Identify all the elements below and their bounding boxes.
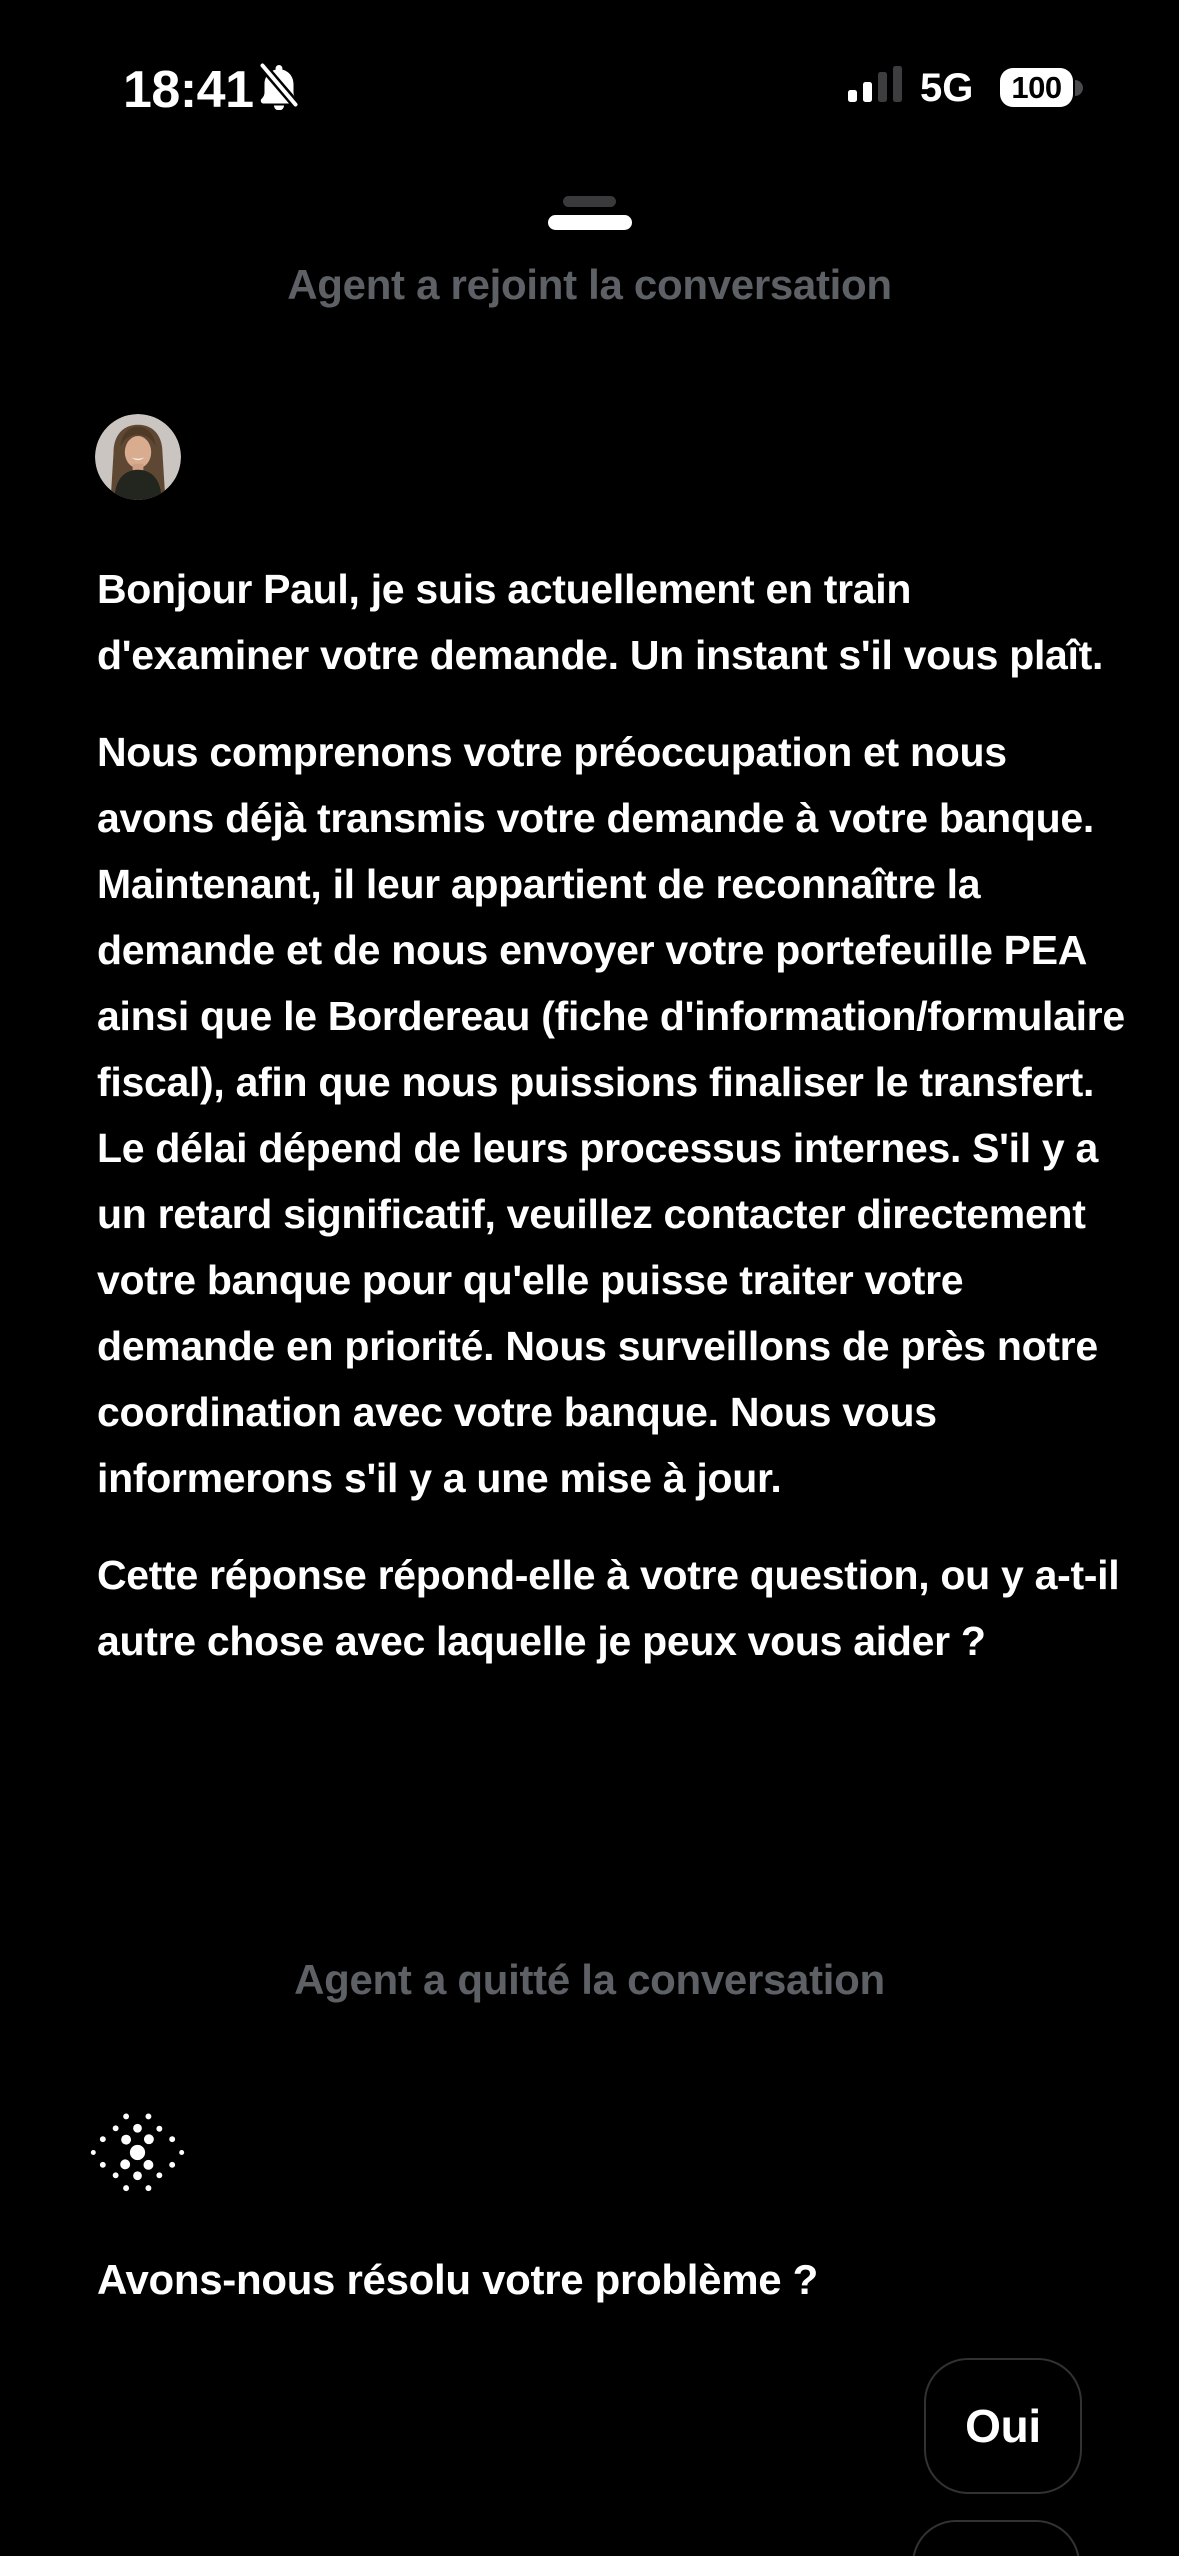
network-type-label: 5G (920, 66, 974, 110)
battery-percent: 100 (1011, 69, 1062, 105)
resolution-question: Avons-nous résolu votre problème ? (97, 2256, 819, 2303)
agent-message-group (97, 556, 1133, 1674)
agent-message: Cette réponse répond-elle à votre question, ou y a-t-il autre chose avec laquelle je peux vous aider ? (97, 1552, 1120, 1664)
agent-left-notice: Agent a quitté la conversation (294, 1956, 885, 2003)
assistant-bot-icon (90, 2105, 185, 2200)
battery-icon (1000, 68, 1073, 107)
agent-joined-notice: Agent a rejoint la conversation (287, 261, 892, 308)
agent-message: Nous comprenons votre préoccupation et nous avons déjà transmis votre demande à votre banque. Maintenant, il leur appartient de reconnaître la demande et de nous envoyer votre portefeuille PEA ainsi que le Bordereau (fiche d'information/formulaire fiscal), afin que nous puissions finaliser le transfert. Le délai dépend de leurs processus internes. S'il y a un retard significatif, veuillez contacter directement votre banque pour qu'elle puisse traiter votre demande en priorité. Nous surveillons de près notre coordination avec votre banque. Nous vous informerons s'il y a une mise à jour. (97, 729, 1125, 1501)
yes-button[interactable]: Oui (924, 2358, 1082, 2494)
sheet-grabber-back[interactable] (563, 196, 616, 207)
battery-nub (1075, 80, 1083, 96)
sheet-grabber[interactable] (548, 215, 632, 230)
bell-slash-icon (256, 62, 302, 110)
agent-message: Bonjour Paul, je suis actuellement en train d'examiner votre demande. Un instant s'il vous plaît. (97, 566, 1104, 678)
next-reply-button-partial[interactable] (912, 2520, 1080, 2556)
cellular-signal-icon (846, 62, 908, 106)
status-time: 18:41 (123, 61, 254, 119)
agent-avatar (95, 414, 181, 500)
